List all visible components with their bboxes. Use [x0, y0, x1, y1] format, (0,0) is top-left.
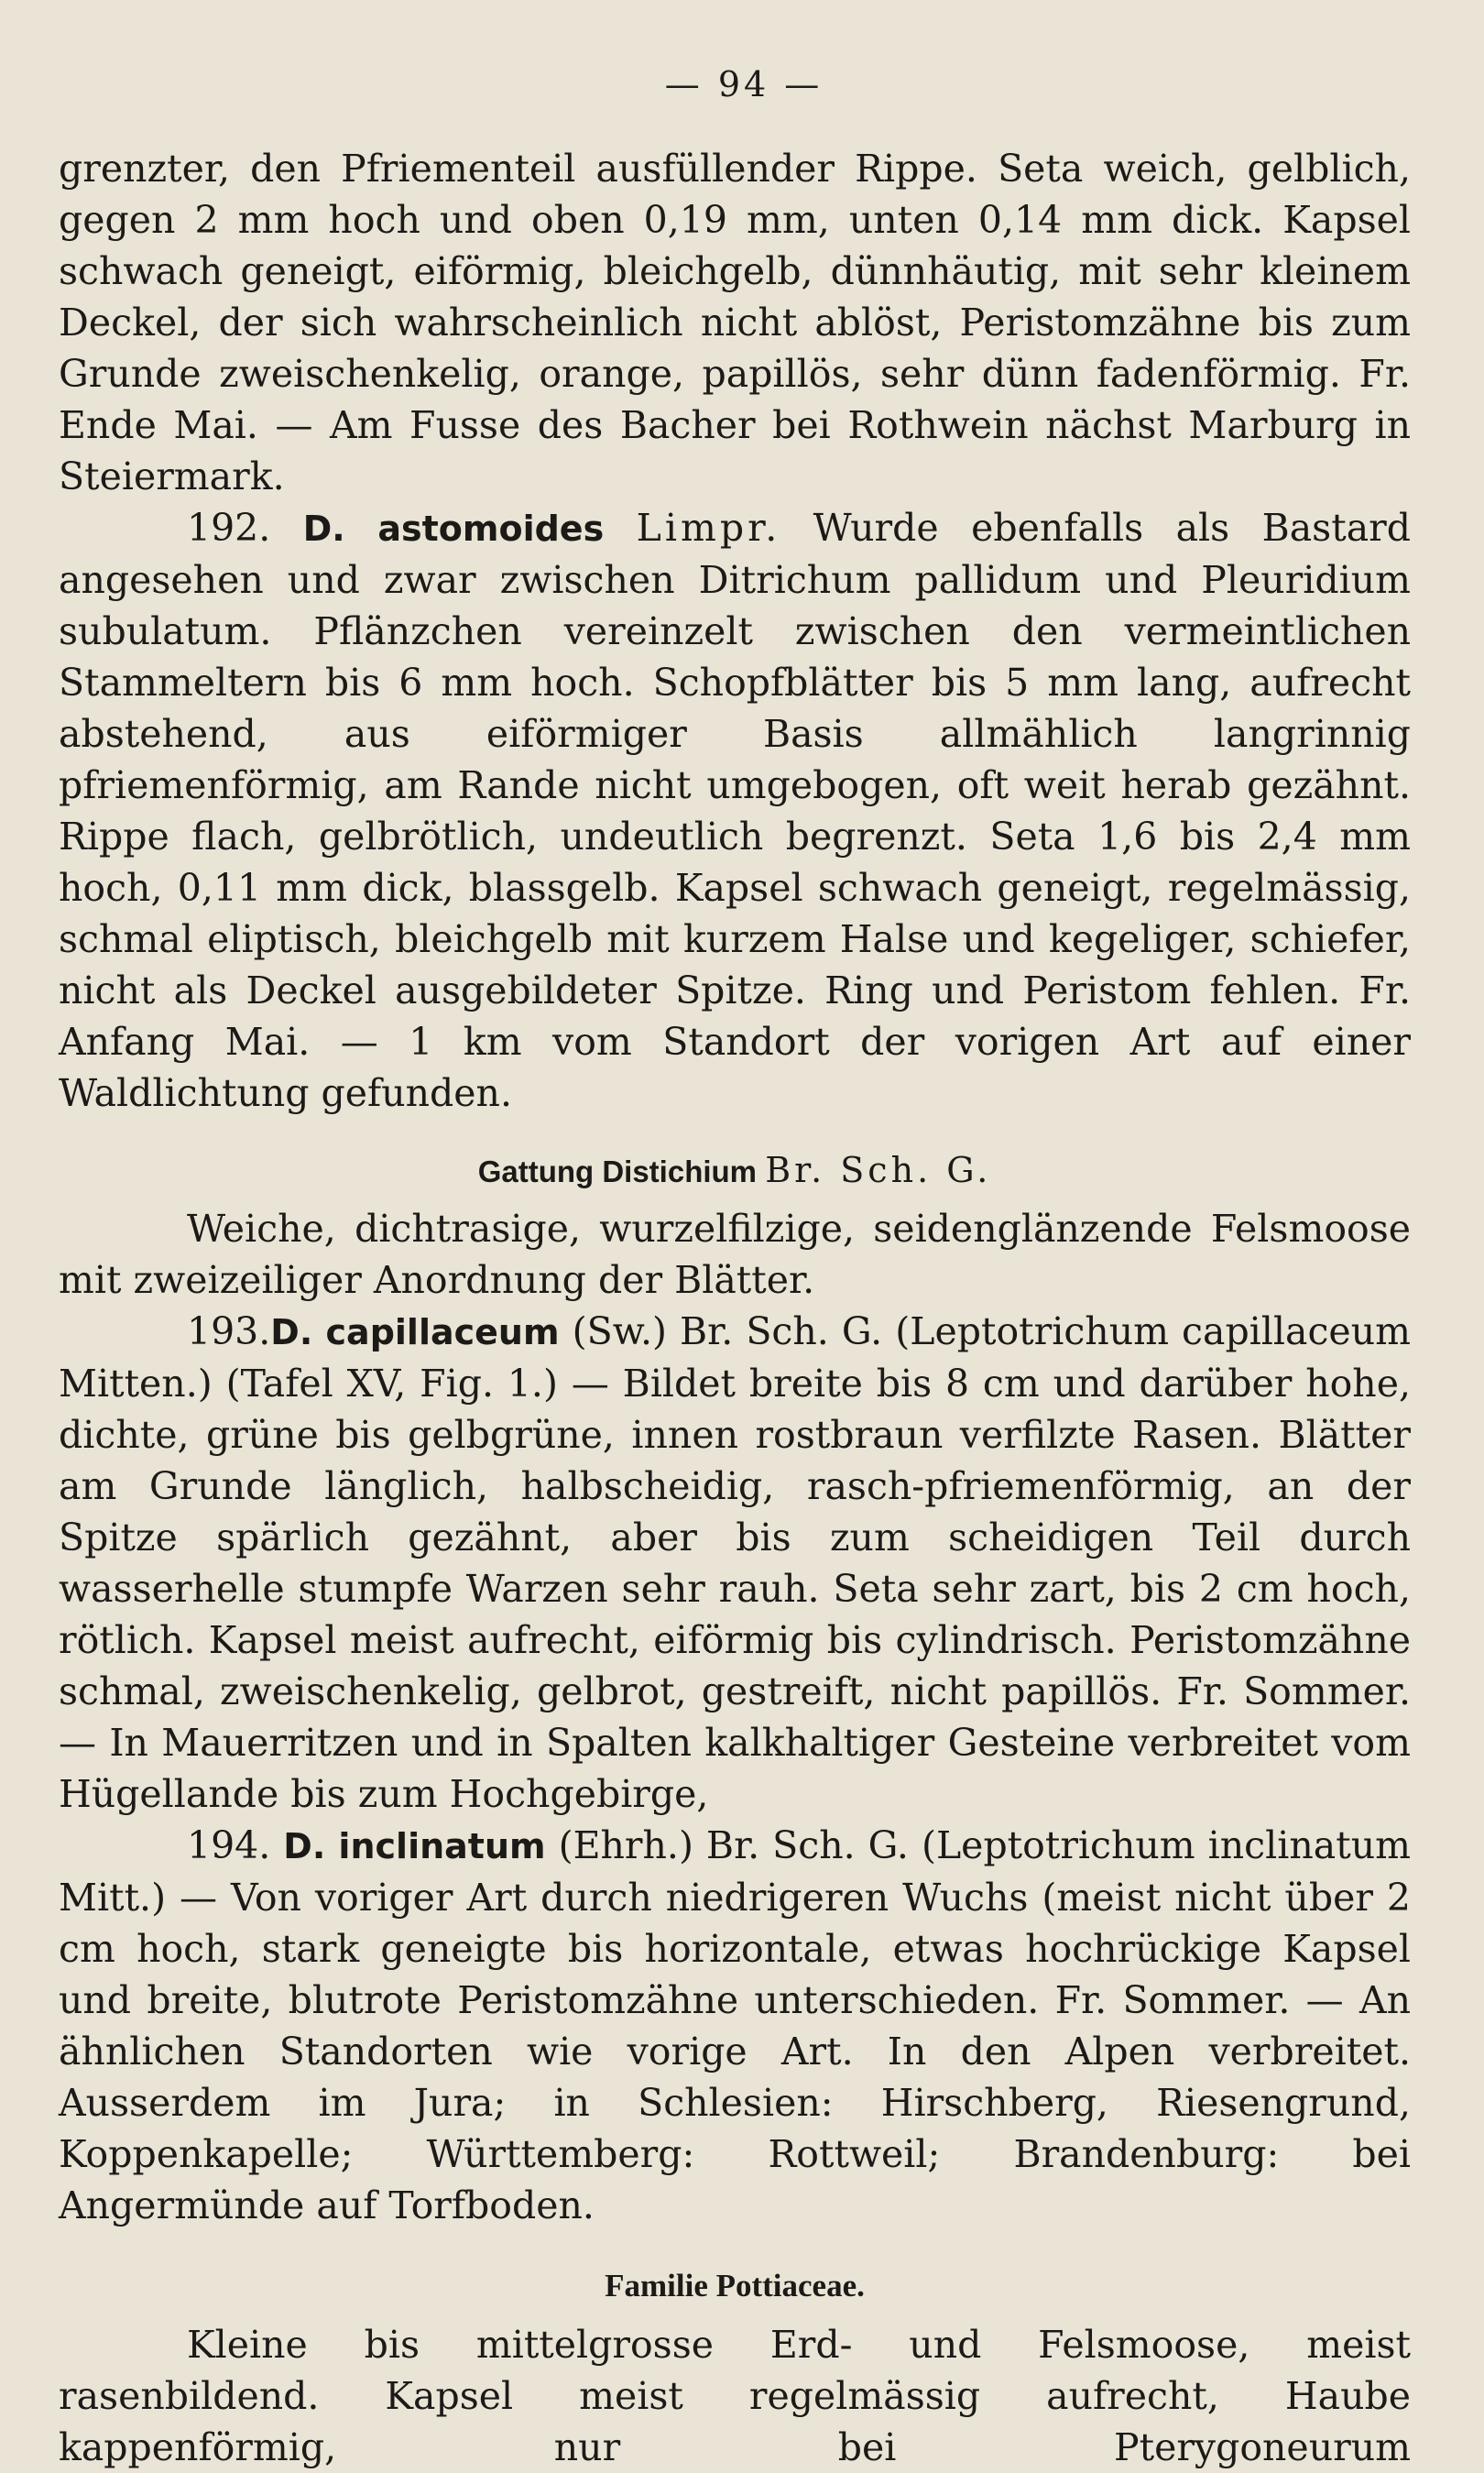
species-name: D. astomoides	[302, 509, 605, 549]
species-author: (Ehrh.) Br. Sch. G.	[558, 1823, 909, 1867]
species-author: Limpr.	[636, 506, 781, 550]
paragraph-continuation: grenzter, den Pfriementeil ausfüllender Rippe. Seta weich, gelblich, gegen 2 mm hoch und oben 0,19 mm, unten 0,14 mm dick. Kapsel schwach geneigt, eiförmig, bleichgelb, dünnhäutig, mit sehr kleinem Deckel, der sich wahrscheinlich nicht ablöst, Peristomzähne bis zum Grunde zweischenkelig, orange, papillös, sehr dünn fadenförmig. Fr. Ende Mai. — Am Fusse des Bacher bei Rothwein nächst Marburg in Steiermark.	[59, 147, 1411, 498]
species-name: D. capillaceum	[270, 1312, 560, 1352]
species-entry-194	[59, 1820, 1411, 2231]
species-description: (Leptotrichum inclinatum Mitt.) — Von voriger Art durch niedrigeren Wuchs (meist nicht über 2 cm hoch, stark geneigte bis horizontale, etwas hochrückige Kapsel und breite, blutrote Peristomzähne unterschieden. Fr. Sommer. — An ähnlichen Standorten wie vorige Art. In den Alpen verbreitet. Ausserdem im Jura; in Schlesien: Hirschberg, Riesengrund, Koppenkapelle; Württemberg: Rottweil; Brandenburg: bei Angermünde auf Torfboden.	[59, 1823, 1411, 2227]
species-description: Wurde ebenfalls als Bastard angesehen und zwar zwischen Ditrichum pallidum und Pleuridium subulatum. Pflänzchen vereinzelt zwischen den vermeintlichen Stammeltern bis 6 mm hoch. Schopfblätter bis 5 mm lang, aufrecht abstehend, aus eiförmiger Basis allmählich langrinnig pfriemenförmig, am Rande nicht umgebogen, oft weit herab gezähnt. Rippe flach, gelbrötlich, undeutlich begrenzt. Seta 1,6 bis 2,4 mm hoch, 0,11 mm dick, blassgelb. Kapsel schwach geneigt, regelmässig, schmal eliptisch, bleichgelb mit kurzem Halse und kegeliger, schiefer, nicht als Deckel ausgebildeter Spitze. Ring und Peristom fehlen. Fr. Anfang Mai. — 1 km vom Standort der vorigen Art auf einer Waldlichtung gefunden.	[59, 506, 1411, 1115]
species-number: 194.	[187, 1823, 271, 1867]
genus-heading-label: Gattung Distichium	[477, 1154, 758, 1188]
species-name: D. inclinatum	[283, 1826, 546, 1866]
family-description: Kleine bis mittelgrosse Erd- und Felsmoose, meist rasenbildend. Kapsel meist regelmässig aufrecht, Haube kappenförmig, nur bei Pterygoneurum	[59, 2323, 1411, 2469]
species-description: (Leptotrichum capillaceum Mitten.) (Tafel XV, Fig. 1.) — Bildet breite bis 8 cm und darüber hohe, dichte, grüne bis gelbgrüne, innen rostbraun verfilzte Rasen. Blätter am Grunde länglich, halbscheidig, rasch-pfriemenförmig, an der Spitze spärlich gezähnt, aber bis zum scheidigen Teil durch wasserhelle stumpfe Warzen sehr rauh. Seta sehr zart, bis 2 cm hoch, rötlich. Kapsel meist aufrecht, eiförmig bis cylindrisch. Peristomzähne schmal, zweischenkelig, gelbrot, gestreift, nicht papillös. Fr. Sommer. — In Mauerritzen und in Spalten kalkhaltiger Gesteine verbreitet vom Hügellande bis zum Hochgebirge,	[59, 1309, 1411, 1816]
species-number: 193.	[187, 1309, 271, 1353]
page-number: — 94 —	[664, 64, 824, 104]
family-heading: Familie Pottiaceae.	[605, 2268, 865, 2303]
species-number: 192.	[187, 506, 271, 550]
species-entry-193	[59, 1306, 1411, 1820]
species-entry-192	[59, 502, 1411, 1119]
species-author: (Sw.) Br. Sch. G.	[572, 1309, 883, 1353]
genus-heading-author: Br. Sch. G.	[765, 1150, 992, 1190]
genus-heading	[59, 1144, 1411, 1198]
genus-description: Weiche, dichtrasige, wurzelfilzige, seidenglänzende Felsmoose mit zweizeiliger Anordnung der Blätter.	[59, 1207, 1411, 1302]
page-body	[59, 143, 1411, 2473]
